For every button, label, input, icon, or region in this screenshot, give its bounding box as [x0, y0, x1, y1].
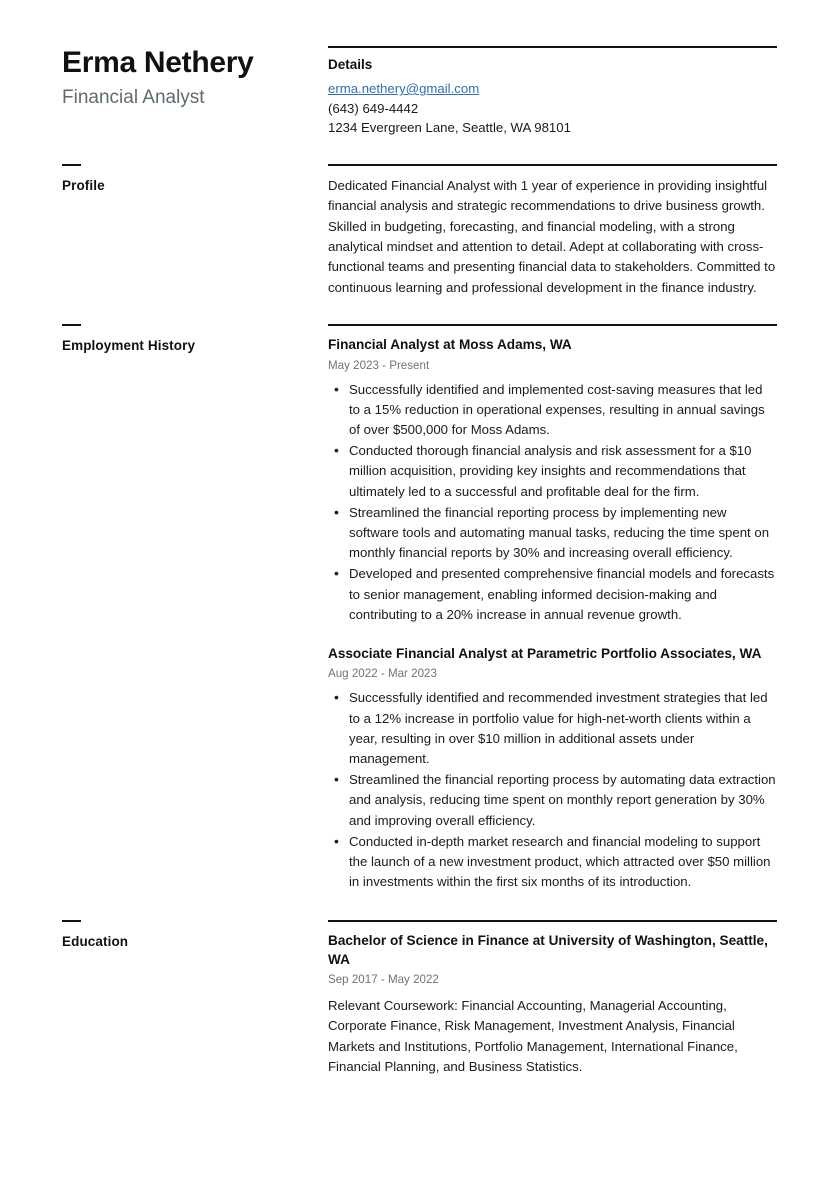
job-dates: Aug 2022 - Mar 2023 [328, 667, 437, 681]
section-rule [62, 324, 81, 326]
job-title: Financial Analyst [62, 86, 205, 108]
list-item: • Successfully identified and implemented cost-saving measures that led to a 15% reduction in operational expenses, resulting in annual savings of over $500,000 for Moss Adams. [345, 380, 777, 441]
degree-heading: Bachelor of Science in Finance at University of Washington, Seattle, WA [328, 933, 768, 967]
employment-body [328, 324, 777, 894]
job-bullets [328, 688, 777, 892]
spacer [62, 298, 777, 324]
coursework-text: Relevant Coursework: Financial Accounting, Managerial Accounting, Corporate Finance, Risk Management, Investment Analysis, Financial Markets and Institutions, Portfolio Management, International Finance, Financial Planning, and Business Statistics. [328, 998, 738, 1075]
list-item: • Conducted in-depth market research and financial modeling to support the launch of a new investment product, which attracted over $50 million in investments within the first six months of its introduction. [345, 832, 777, 893]
education-section [62, 920, 777, 1080]
header-section [62, 46, 777, 138]
email-link[interactable]: erma.nethery@gmail.com [328, 81, 480, 96]
list-item: • Streamlined the financial reporting process by automating data extraction and analysis, reducing time spent on monthly report generation by 30% and improving overall efficiency. [345, 770, 777, 831]
education-label-col [62, 920, 328, 949]
page-title: Erma Nethery [62, 46, 254, 79]
profile-body [328, 164, 777, 299]
spacer [328, 627, 777, 645]
list-item: • Streamlined the financial reporting process by implementing new software tools and automating manual tasks, reducing the time spent on monthly financial reports by 30% and increasing overall efficiency. [345, 503, 777, 564]
header-identity [62, 46, 328, 109]
profile-text: Dedicated Financial Analyst with 1 year of experience in providing insightful financial analysis and strategic recommendations to drive business growth. Skilled in budgeting, forecasting, and financial modeling, with a strong analytical mindset and attention to detail. Adept at collaborating with cross-functional teams and presenting financial data to stakeholders. Committed to continuous learning and professional development in the finance industry. [328, 177, 776, 295]
list-item: • Conducted thorough financial analysis and risk assessment for a $10 million acquisition, providing key insights and recommendations that ultimately led to a successful and profitable deal for the firm. [345, 441, 777, 502]
section-rule [62, 920, 81, 922]
address-text: 1234 Evergreen Lane, Seattle, WA 98101 [328, 120, 571, 136]
spacer [62, 138, 777, 164]
job-heading: Associate Financial Analyst at Parametric Portfolio Associates, WA [328, 645, 762, 661]
profile-label: Profile [62, 177, 105, 193]
education-entry [328, 932, 777, 1078]
employment-entry [328, 645, 777, 892]
degree-dates: Sep 2017 - May 2022 [328, 972, 439, 986]
education-body [328, 920, 777, 1080]
employment-entry [328, 336, 777, 625]
job-bullets [328, 380, 777, 625]
details-block [328, 46, 777, 138]
list-item: • Successfully identified and recommended investment strategies that led to a 12% increase in portfolio value for high-net-worth clients within a year, resulting in over $10 million in additional assets under management. [345, 688, 777, 769]
employment-label-col [62, 324, 328, 353]
details-divider [328, 46, 777, 48]
spacer [328, 922, 777, 932]
section-rule [62, 164, 81, 166]
job-heading: Financial Analyst at Moss Adams, WA [328, 337, 572, 353]
profile-label-col [62, 164, 328, 193]
list-item: • Developed and presented comprehensive financial models and forecasts to senior management, enabling informed decision-making and contributing to a 20% increase in annual revenue growth. [345, 564, 777, 625]
details-heading: Details [328, 57, 373, 72]
employment-label: Employment History [62, 338, 196, 354]
profile-section [62, 164, 777, 299]
education-label: Education [62, 934, 129, 950]
spacer [62, 894, 777, 920]
employment-section [62, 324, 777, 894]
phone-text: (643) 649-4442 [328, 100, 419, 116]
job-dates: May 2023 - Present [328, 358, 430, 372]
spacer [328, 166, 777, 176]
spacer [328, 326, 777, 336]
